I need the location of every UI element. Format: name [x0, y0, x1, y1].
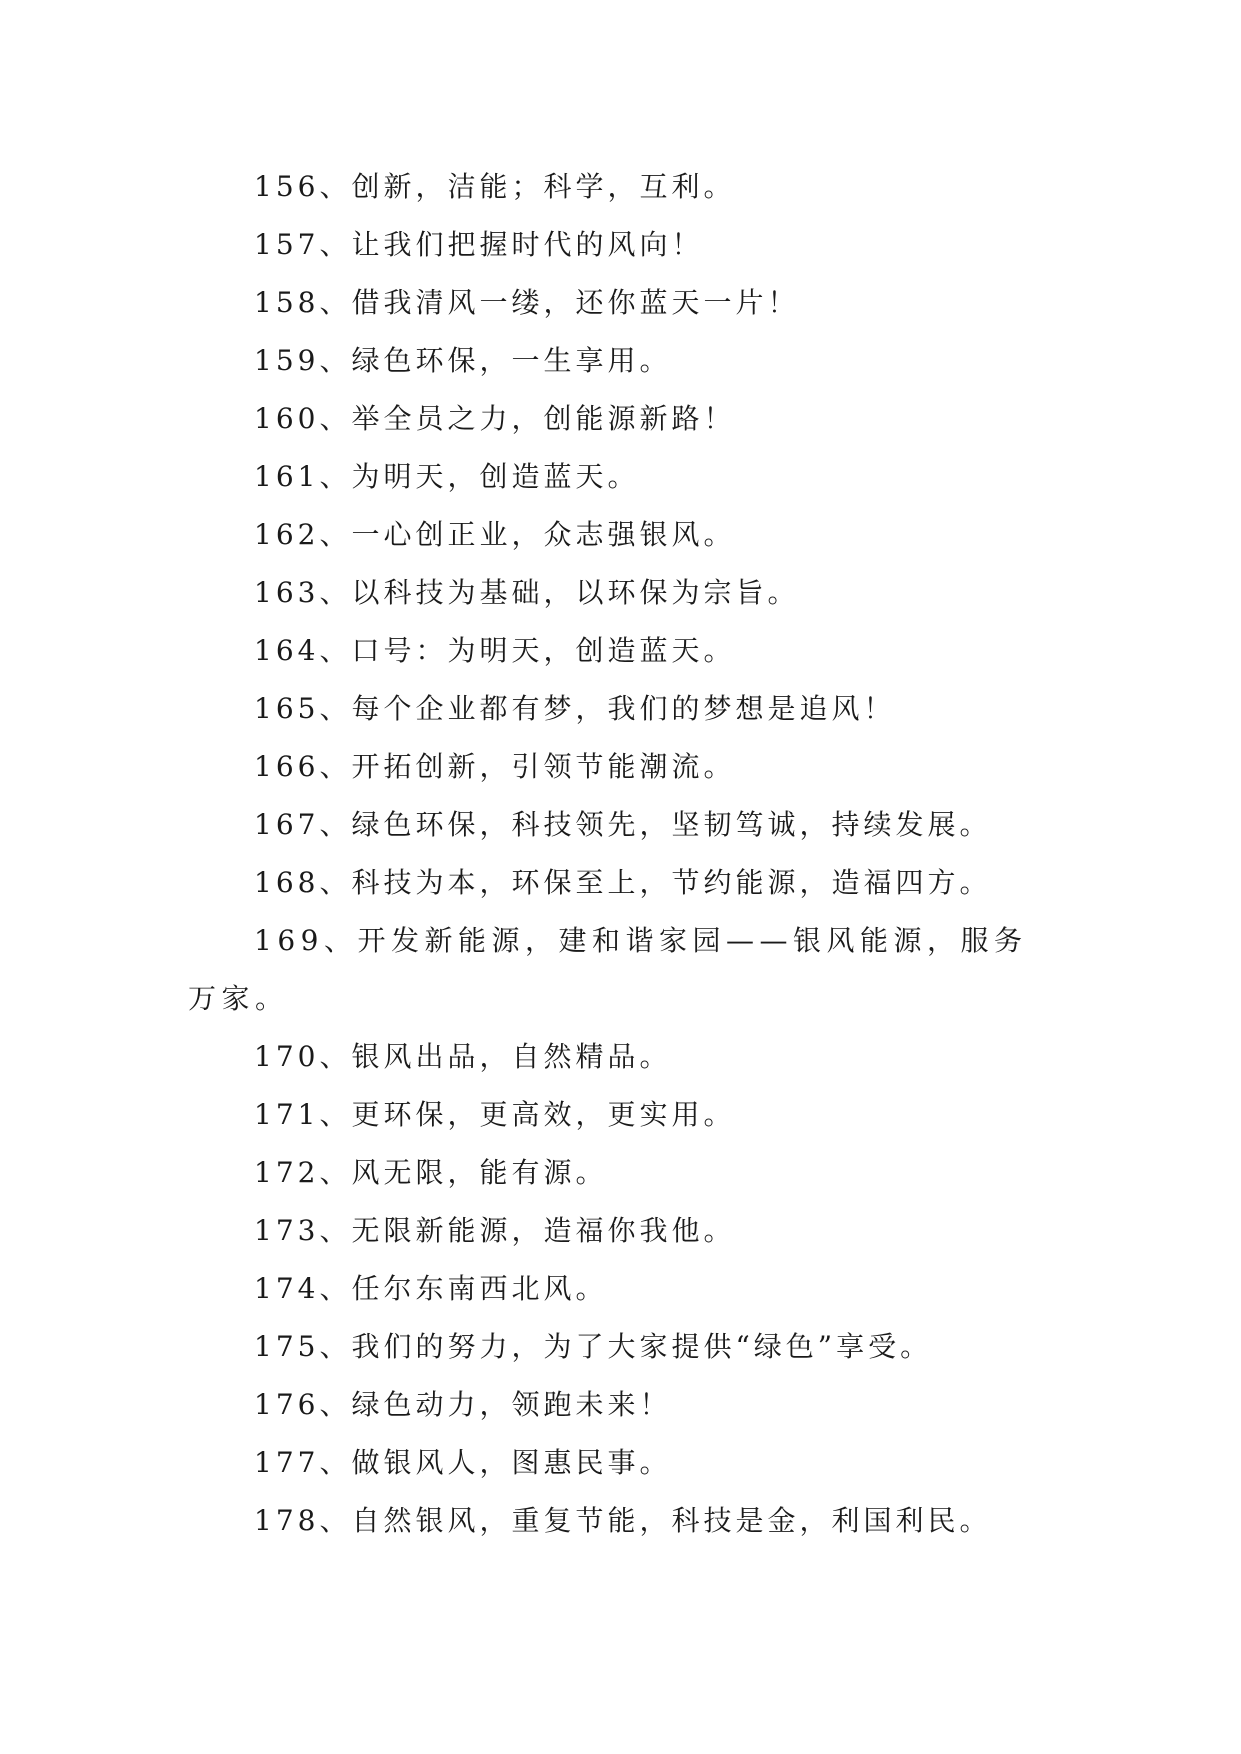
slogan-list — [188, 158, 1048, 1550]
slogan-line-158: 158、借我清风一缕，还你蓝天一片！ — [254, 286, 800, 319]
slogan-line-172: 172、风无限，能有源。 — [254, 1156, 608, 1189]
slogan-line-176: 176、绿色动力，领跑未来！ — [254, 1388, 672, 1421]
slogan-line-163: 163、以科技为基础，以环保为宗旨。 — [254, 576, 800, 609]
slogan-line-173: 173、无限新能源，造福你我他。 — [254, 1214, 736, 1247]
slogan-line-157: 157、让我们把握时代的风向！ — [254, 228, 704, 261]
slogan-line-169: 169、开发新能源，建和谐家园——银风能源，服务万家。 — [188, 924, 1028, 1015]
slogan-line-178: 178、自然银风，重复节能，科技是金，利国利民。 — [254, 1504, 992, 1537]
slogan-line-159: 159、绿色环保，一生享用。 — [254, 344, 672, 377]
slogan-line-160: 160、举全员之力，创能源新路！ — [254, 402, 736, 435]
slogan-line-167: 167、绿色环保，科技领先，坚韧笃诚，持续发展。 — [254, 808, 992, 841]
slogan-line-168: 168、科技为本，环保至上，节约能源，造福四方。 — [254, 866, 992, 899]
slogan-line-166: 166、开拓创新，引领节能潮流。 — [254, 750, 736, 783]
slogan-line-165: 165、每个企业都有梦，我们的梦想是追风！ — [254, 692, 896, 725]
slogan-line-170: 170、银风出品，自然精品。 — [254, 1040, 672, 1073]
slogan-line-164: 164、口号：为明天，创造蓝天。 — [254, 634, 736, 667]
slogan-line-174: 174、任尔东南西北风。 — [254, 1272, 608, 1305]
slogan-line-175: 175、我们的努力，为了大家提供“绿色”享受。 — [254, 1330, 933, 1363]
slogan-line-156: 156、创新，洁能；科学，互利。 — [254, 170, 736, 203]
slogan-line-161: 161、为明天，创造蓝天。 — [254, 460, 640, 493]
slogan-line-171: 171、更环保，更高效，更实用。 — [254, 1098, 736, 1131]
slogan-line-177: 177、做银风人，图惠民事。 — [254, 1446, 672, 1479]
slogan-line-162: 162、一心创正业，众志强银风。 — [254, 518, 736, 551]
